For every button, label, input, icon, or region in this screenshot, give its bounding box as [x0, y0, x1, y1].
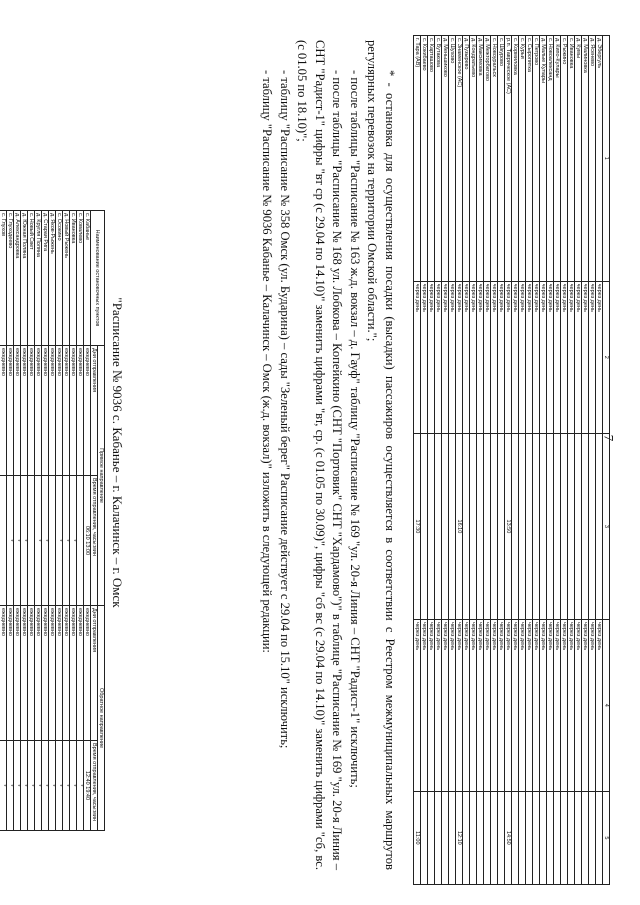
table-cell: через день: [575, 281, 582, 433]
table-cell: д. Кипо-Кулары: [554, 36, 561, 282]
schedule-table-continued: [413, 35, 610, 885]
table-cell: ежедневно: [28, 606, 35, 741]
table-cell: [470, 791, 477, 884]
table-cell: через день: [512, 281, 519, 433]
table-cell: [498, 791, 505, 884]
table-cell: через день: [484, 281, 491, 433]
table-cell: 13:50: [505, 433, 512, 619]
table-cell: [491, 791, 498, 884]
table-cell: 12:10: [456, 791, 463, 884]
table-row: [470, 36, 477, 885]
table-row: [596, 36, 603, 885]
table-cell: через день: [428, 281, 435, 433]
table-cell: через день: [435, 619, 442, 791]
table-cell: [554, 791, 561, 884]
table-cell: с. Ковалево: [77, 211, 84, 346]
table-cell: ежедневно: [0, 606, 7, 741]
table-cell: [484, 791, 491, 884]
table-cell: через день: [582, 619, 589, 791]
table-cell: 16:10: [456, 433, 463, 619]
table-cell: с. Глуходеево: [7, 211, 14, 346]
table-cell: д. Старая Рига: [42, 211, 49, 346]
table-cell: ежедневно: [70, 606, 77, 741]
table-row: [582, 36, 589, 885]
table-cell: д. Меньшиково: [442, 36, 449, 282]
table-cell: [568, 433, 575, 619]
table-row: [449, 36, 456, 885]
table-cell: ежедневно: [77, 346, 84, 476]
table-cell: через день: [435, 281, 442, 433]
table-cell: ежедневно: [14, 606, 21, 741]
table-cell: д. Кондратьево: [470, 36, 477, 282]
table-cell: с. Глухов: [0, 211, 7, 346]
table-cell: ежедневно: [35, 346, 42, 476]
table-row: [84, 211, 91, 831]
table-cell: [575, 791, 582, 884]
table-cell: *: [56, 476, 63, 606]
table-row: [547, 36, 554, 885]
table-cell: через день: [519, 619, 526, 791]
table-cell: [49, 476, 56, 606]
table-cell: через день: [505, 281, 512, 433]
table-cell: с. Курьи: [519, 36, 526, 282]
table-cell: д. Южная Поляна: [21, 211, 28, 346]
table-cell: д. Эбергуль: [596, 36, 603, 282]
table-cell: с. Ивановка: [568, 36, 575, 282]
table-cell: *: [56, 741, 63, 831]
table-row: [56, 211, 63, 831]
table-row: [463, 36, 470, 885]
table-cell: [575, 433, 582, 619]
table-cell: через день: [505, 619, 512, 791]
table-cell: [582, 433, 589, 619]
table-cell: через день: [421, 281, 428, 433]
table-row: [575, 36, 582, 885]
column-number-row: [603, 36, 610, 885]
table-row: [35, 211, 42, 831]
table-row: [540, 36, 547, 885]
table-cell: с. Сыропятка: [526, 36, 533, 282]
table-cell: [484, 433, 491, 619]
table-cell: через день: [449, 619, 456, 791]
table-cell: ежедневно: [77, 606, 84, 741]
table-cell: через день: [512, 619, 519, 791]
table-row: [63, 211, 70, 831]
table-cell: д. Ясенево: [589, 36, 596, 282]
header-cell: Наименование остановочных пунктов: [91, 211, 105, 346]
table-cell: ежедневно: [7, 346, 14, 476]
table-cell: через день: [561, 281, 568, 433]
table-cell: 11:00: [414, 791, 421, 884]
table-row: [561, 36, 568, 885]
table-cell: ежедневно: [63, 346, 70, 476]
table-cell: с. Новый Свет: [28, 211, 35, 346]
table-cell: через день: [519, 281, 526, 433]
table-cell: [596, 433, 603, 619]
table-cell: через день: [547, 619, 554, 791]
table-cell: с. Петрово: [533, 36, 540, 282]
column-number: 3: [603, 433, 610, 619]
table-cell: ежедневно: [14, 346, 21, 476]
table-row: [526, 36, 533, 885]
table-row: [414, 36, 421, 885]
table-cell: с. Новоалександ: [547, 36, 554, 282]
table-cell: *: [63, 476, 70, 606]
table-row: [0, 211, 7, 831]
table-cell: через день: [568, 619, 575, 791]
table-cell: [442, 433, 449, 619]
table-cell: через день: [477, 619, 484, 791]
table-row: [512, 36, 519, 885]
table-row: [484, 36, 491, 885]
table-cell: ежедневно: [28, 346, 35, 476]
table-cell: д. Кругля Поляна: [35, 211, 42, 346]
table-cell: *: [63, 741, 70, 831]
table-row: [554, 36, 561, 885]
header-cell: Время отправления, часы:мин: [91, 741, 98, 831]
table-cell: д. Малые Кулары: [540, 36, 547, 282]
table-row: [21, 211, 28, 831]
table-cell: ежедневно: [0, 346, 7, 476]
table-cell: [533, 433, 540, 619]
table-row: [49, 211, 56, 831]
table-cell: через день: [463, 619, 470, 791]
table-cell: с. Кормиловка: [512, 36, 519, 282]
table-cell: с. Новоуральск: [491, 36, 498, 282]
table-cell: [526, 791, 533, 884]
table-cell: через день: [526, 619, 533, 791]
table-cell: ежедневно: [21, 606, 28, 741]
table-cell: *: [7, 476, 14, 606]
table-row: [505, 36, 512, 885]
table-row: [28, 211, 35, 831]
table-cell: *: [70, 741, 77, 831]
schedule-title: "Расписание № 9036 с. Кабанье – г. Калачинск – г. Омск: [110, 297, 125, 608]
table-cell: *: [14, 476, 21, 606]
table-cell: д. Яков-Рыжень: [49, 211, 56, 346]
table-cell: [533, 791, 540, 884]
table-cell: через день: [589, 619, 596, 791]
table-cell: *: [77, 741, 84, 831]
table-cell: [449, 433, 456, 619]
table-cell: *: [42, 476, 49, 606]
paragraph: - после таблицы "Расписание № 163 ж.д. вокзал – д. Гауф" таблицу "Расписание № 169 "ул. 20-я Линия – СНТ "Радист-1" исключить;: [348, 70, 362, 788]
table-cell: через день: [463, 281, 470, 433]
table-cell: *: [35, 741, 42, 831]
table-cell: 06:10 13:00: [84, 476, 91, 606]
header-cell: Прямое направление: [98, 346, 105, 606]
table-row: [442, 36, 449, 885]
table-cell: ежедневно: [63, 606, 70, 741]
table-cell: [435, 791, 442, 884]
table-cell: [477, 791, 484, 884]
table-cell: [463, 791, 470, 884]
table-cell: [477, 433, 484, 619]
table-cell: ежедневно: [42, 606, 49, 741]
table-cell: д. Пузырево: [463, 36, 470, 282]
table-cell: 12:40 19:40: [84, 741, 91, 831]
table-cell: ежедневно: [84, 346, 91, 476]
table-cell: через день: [596, 619, 603, 791]
table-cell: через день: [421, 619, 428, 791]
table-cell: [0, 476, 7, 606]
table-row: [568, 36, 575, 885]
table-cell: *: [21, 476, 28, 606]
header-cell: Дни отправления: [91, 606, 98, 741]
table-cell: [421, 791, 428, 884]
table-cell: через день: [428, 619, 435, 791]
table-cell: *: [21, 741, 28, 831]
table-cell: через день: [533, 281, 540, 433]
table-cell: через день: [547, 281, 554, 433]
table-cell: ежедневно: [42, 346, 49, 476]
table-row: [42, 211, 49, 831]
table-cell: через день: [456, 619, 463, 791]
table-row: [519, 36, 526, 885]
table-cell: [491, 433, 498, 619]
table-cell: через день: [589, 281, 596, 433]
table-cell: д. Александровка: [14, 211, 21, 346]
table-cell: [498, 433, 505, 619]
schedule-table-body: [414, 36, 610, 885]
table-cell: *: [35, 476, 42, 606]
header-cell: Обратное направление: [98, 606, 105, 831]
table-cell: 14:50: [505, 791, 512, 884]
table-cell: р.п. Таврическое (АС): [505, 36, 512, 282]
table-row: [491, 36, 498, 885]
table-cell: через день: [414, 619, 421, 791]
table-cell: *: [70, 476, 77, 606]
table-cell: [442, 791, 449, 884]
table-cell: ежедневно: [84, 606, 91, 741]
table-cell: *: [14, 741, 21, 831]
table-cell: с. Карташово: [428, 36, 435, 282]
table-cell: через день: [554, 281, 561, 433]
header-cell: Время отправления, часы:мин: [91, 476, 98, 606]
table-cell: с. Бутакова: [435, 36, 442, 282]
table-cell: с. Шкурово: [498, 36, 505, 282]
table-cell: с. Рыжино: [561, 36, 568, 282]
table-cell: через день: [449, 281, 456, 433]
table-cell: д. Максимовка: [477, 36, 484, 282]
table-row: [14, 211, 21, 831]
table-cell: д. Новый Рыжень: [63, 211, 70, 346]
table-cell: через день: [498, 281, 505, 433]
table-cell: ежедневно: [70, 346, 77, 476]
table-cell: *: [49, 741, 56, 831]
table-cell: через день: [540, 281, 547, 433]
table-cell: через день: [477, 281, 484, 433]
table-cell: [526, 433, 533, 619]
table-cell: через день: [470, 619, 477, 791]
table-cell: с. Ивановка: [70, 211, 77, 346]
table-cell: д. Малиновка: [582, 36, 589, 282]
table-cell: через день: [456, 281, 463, 433]
table-cell: через день: [491, 281, 498, 433]
table-cell: через день: [484, 619, 491, 791]
table-cell: [28, 476, 35, 606]
table-cell: [547, 433, 554, 619]
table-row: [7, 211, 14, 831]
table-cell: [540, 791, 547, 884]
table-row: [498, 36, 505, 885]
table-cell: ежедневно: [21, 346, 28, 476]
table-cell: [77, 476, 84, 606]
table-cell: [421, 433, 428, 619]
table-cell: д. Межгорбатово: [484, 36, 491, 282]
paragraph: - таблицу "Расписание № 9036 Кабанье – Калачинск – Омск (ж.д. вокзал)" изложить в следующей редакции:: [260, 70, 275, 653]
table-cell: через день: [554, 619, 561, 791]
table-cell: ежедневно: [49, 346, 56, 476]
paragraph: - таблицу "Расписание № 358 Омск (ул. Бударина) – сады "Зеленый берег" Расписание действует с 29.04 по 15.10" исключить;: [278, 70, 292, 749]
schedule-table-9036: [0, 210, 105, 831]
table-row: [589, 36, 596, 885]
footnote: * - остановка для осуществления посадки (высадки) пассажиров осуществляется в соответствии с Реестром межмуниципальных маршрутов регулярных перевозок на территории Омской области.";: [365, 40, 397, 870]
table-cell: [512, 433, 519, 619]
table-row: [435, 36, 442, 885]
table-row: [477, 36, 484, 885]
table-cell: [428, 791, 435, 884]
column-number: 1: [603, 36, 610, 282]
table-cell: [554, 433, 561, 619]
schedule-table-body: [0, 211, 105, 831]
table-cell: 17:30: [414, 433, 421, 619]
rotated-page-content: [0, 20, 620, 885]
table-row: [456, 36, 463, 885]
table-row: [428, 36, 435, 885]
table-cell: с. Знаменское (АС): [456, 36, 463, 282]
header-row: [98, 211, 105, 831]
table-cell: *: [42, 741, 49, 831]
table-cell: ежедневно: [49, 606, 56, 741]
column-number: 5: [603, 791, 610, 884]
table-cell: через день: [470, 281, 477, 433]
table-cell: с. Шухово: [449, 36, 456, 282]
table-cell: через день: [575, 619, 582, 791]
page-number: 7: [601, 434, 617, 442]
table-cell: [449, 791, 456, 884]
column-number: 2: [603, 281, 610, 433]
amendment-text: [258, 40, 398, 870]
table-row: [70, 211, 77, 831]
table-cell: [596, 791, 603, 884]
column-number: 4: [603, 619, 610, 791]
table-cell: [512, 791, 519, 884]
table-cell: через день: [540, 619, 547, 791]
table-cell: д. Кумы: [575, 36, 582, 282]
table-cell: [589, 433, 596, 619]
table-cell: [547, 791, 554, 884]
table-cell: ежедневно: [56, 346, 63, 476]
table-cell: [463, 433, 470, 619]
header-cell: Дни отправления: [91, 346, 98, 476]
table-cell: ежедневно: [35, 606, 42, 741]
table-cell: с. Кокибаево: [421, 36, 428, 282]
table-cell: [582, 791, 589, 884]
table-cell: через день: [498, 619, 505, 791]
table-cell: ежедневно: [56, 606, 63, 741]
table-cell: [428, 433, 435, 619]
table-cell: [568, 791, 575, 884]
table-cell: [561, 791, 568, 884]
table-cell: ежедневно: [7, 606, 14, 741]
table-cell: [519, 433, 526, 619]
table-cell: через день: [491, 619, 498, 791]
table-cell: с. Кабанье: [84, 211, 91, 346]
table-cell: через день: [533, 619, 540, 791]
table-cell: г. Тара (АВ): [414, 36, 421, 282]
table-cell: с. Осокино: [56, 211, 63, 346]
table-cell: [561, 433, 568, 619]
table-cell: через день: [442, 281, 449, 433]
table-cell: через день: [526, 281, 533, 433]
table-row: [77, 211, 84, 831]
table-cell: через день: [568, 281, 575, 433]
table-cell: [589, 791, 596, 884]
table-row: [421, 36, 428, 885]
paragraph: - после таблицы "Расписание № 168 ул. Лобкова – Копейкино (СНТ "Портовик" СНТ "Хардамово")" в таблице "Расписание № 169 "ул. 20-я Линия – СНТ "Радист-1" цифры "вт ср (с 29.04 по 14.10)" заменить цифрами "вт, ср. (с 01.05 по 30.09)", цифры "сб вс (с 29.04 по 14.10)" заменить цифрами "сб, вс. (с 01.05 по 18.10)";: [295, 40, 345, 870]
table-cell: *: [28, 741, 35, 831]
table-cell: [519, 791, 526, 884]
table-cell: через день: [561, 619, 568, 791]
table-cell: *: [0, 741, 7, 831]
table-cell: через день: [414, 281, 421, 433]
table-cell: [470, 433, 477, 619]
table-cell: через день: [582, 281, 589, 433]
table-cell: *: [7, 741, 14, 831]
table-cell: через день: [442, 619, 449, 791]
table-cell: [435, 433, 442, 619]
table-cell: [540, 433, 547, 619]
table-row: [533, 36, 540, 885]
table-cell: через день: [596, 281, 603, 433]
